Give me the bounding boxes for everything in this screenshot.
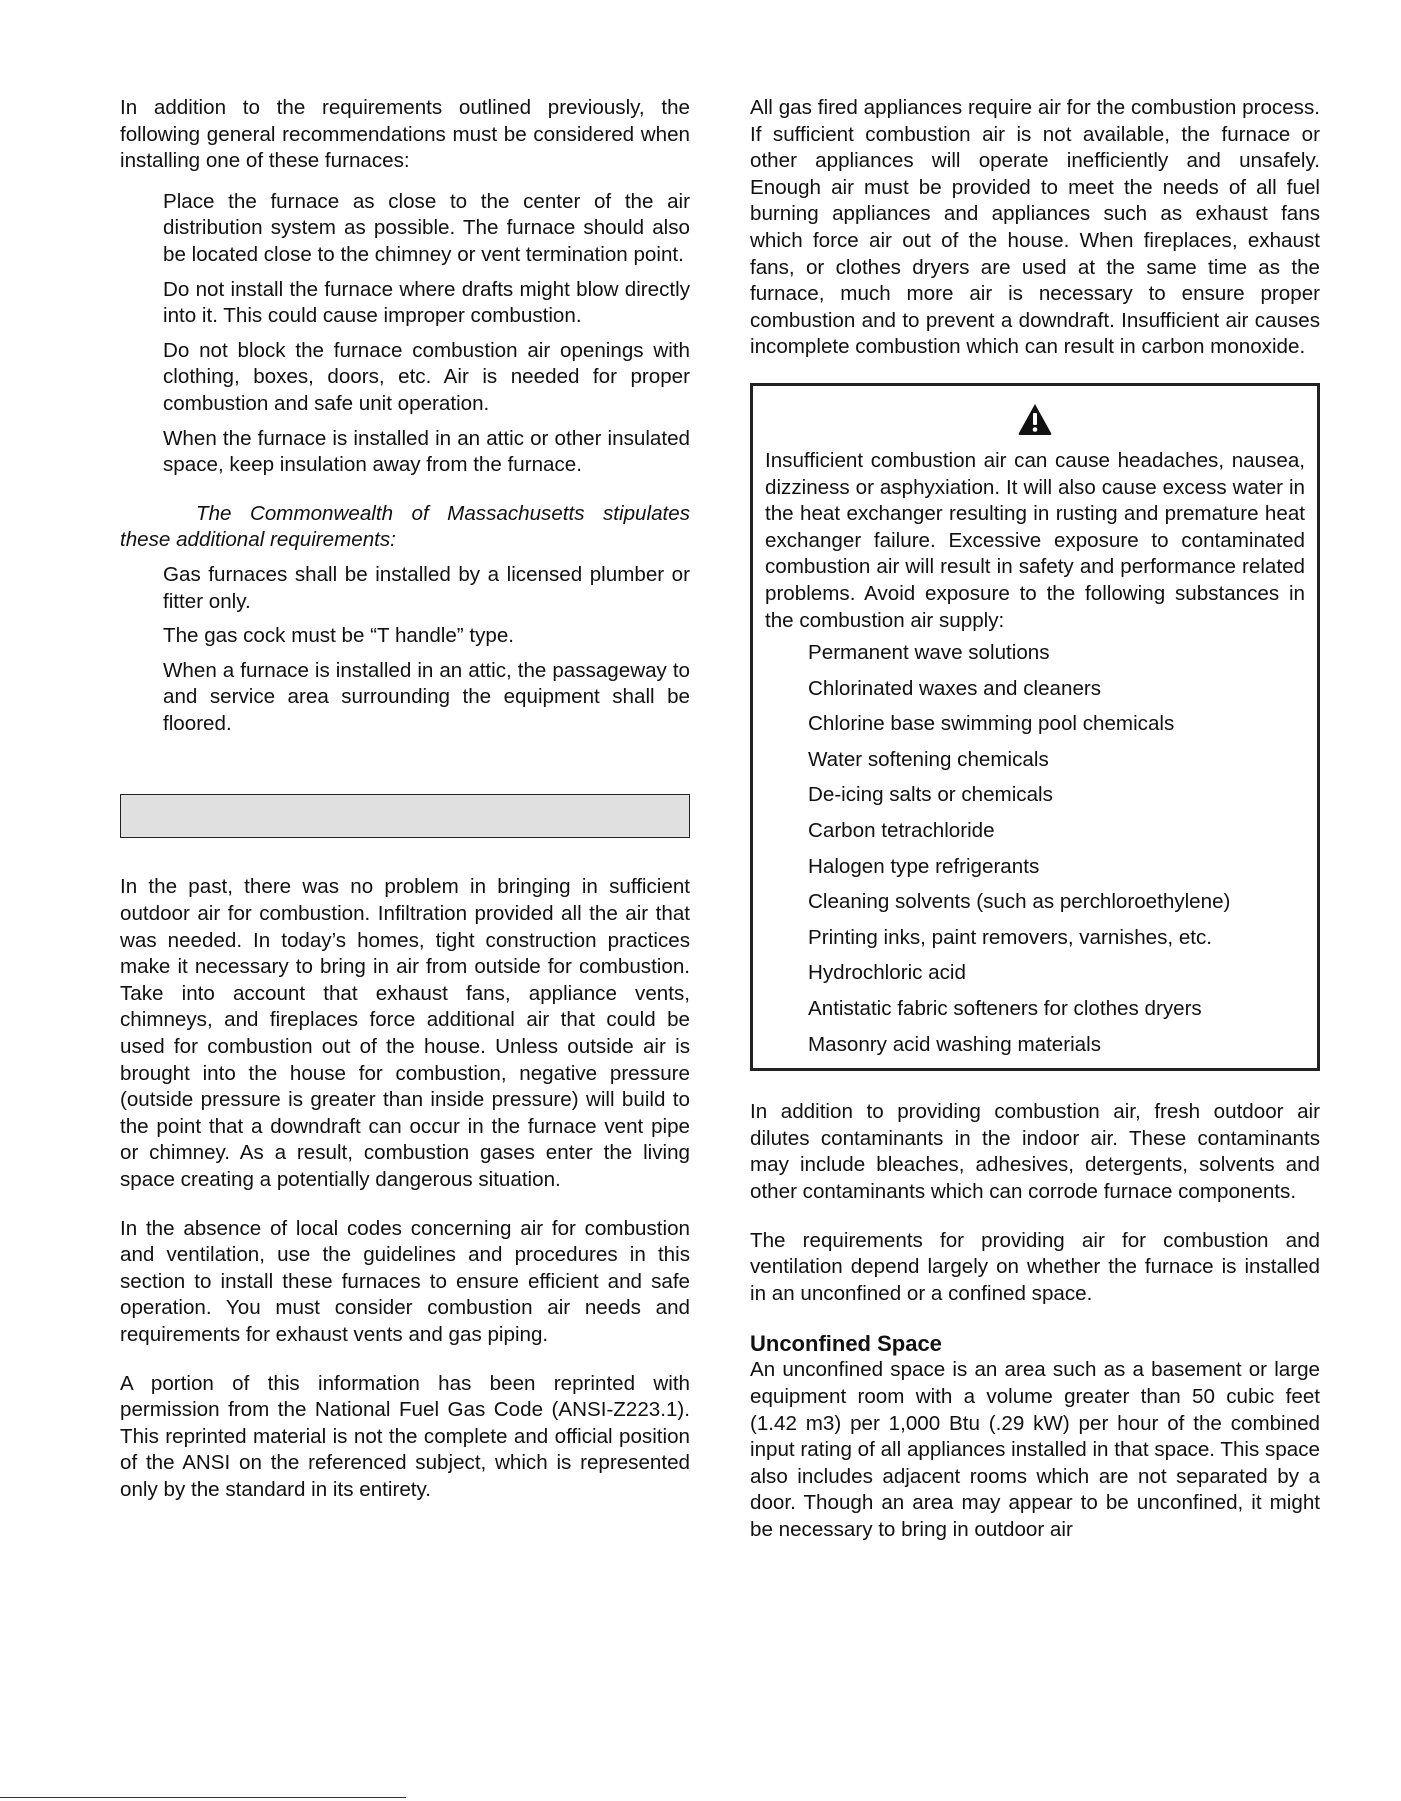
right-column: [750, 95, 1320, 1544]
gas-appliances-paragraph: All gas fired appliances require air for the combustion process. If sufficient combustion air is not available, the furnace or other appliances will operate inefficiently and unsafely. Enough air must be provided to meet the needs of all fuel burning appliances and appliances such as exhaust fans which force air out of the house. When fireplaces, exhaust fans, or clothes dryers are used at the same time as the furnace, much more air is necessary to ensure proper combustion and to prevent a downdraft. Insufficient air causes incomplete combustion which can result in carbon monoxide.: [750, 96, 1320, 359]
fresh-air-paragraph: In addition to providing combustion air, fresh outdoor air dilutes contaminants in the indoor air. These contaminants may include bleaches, adhesives, detergents, solvents and other contaminants which can corrode furnace components.: [750, 1100, 1320, 1203]
massachusetts-requirement-item: Gas furnaces shall be installed by a licensed plumber or fitter only.: [163, 562, 690, 613]
substance-item: Printing inks, paint removers, varnishes, etc.: [808, 925, 1213, 949]
footer-rule: [0, 1797, 406, 1798]
substance-item: Cleaning solvents (such as perchloroethylene): [808, 890, 1231, 914]
section-header-box: [120, 794, 690, 838]
massachusetts-requirement-list: [163, 562, 690, 738]
recommendation-list: [163, 189, 690, 479]
unconfined-space-paragraph: An unconfined space is an area such as a basement or large equipment room with a volume greater than 50 cubic feet (1.42 m3) per 1,000 Btu (.29 kW) per hour of the combined input rating of all appliances installed in that space. This space also includes adjacent rooms which are not separated by a door. Though an area may appear to be unconfined, it might be necessary to bring in outdoor air: [750, 1358, 1320, 1541]
warning-text: Insufficient combustion air can cause headaches, nausea, dizziness or asphyxiation. It will also cause excess water in the heat exchanger resulting in rusting and premature heat exchanger failure. Excessive exposure to contaminated combustion air will result in safety and performance related problems. Avoid exposure to the following substances in the combustion air supply:: [765, 448, 1305, 632]
substance-item: Carbon tetrachloride: [808, 819, 995, 843]
unconfined-space-heading: Unconfined Space: [750, 1331, 942, 1357]
intro-paragraph: In addition to the requirements outlined previously, the following general recommendations must be considered when installing one of these furnaces:: [120, 96, 690, 173]
recommendation-item: Do not install the furnace where drafts might blow directly into it. This could cause improper combustion.: [163, 277, 690, 328]
absence-of-codes-paragraph: In the absence of local codes concerning air for combustion and ventilation, use the guidelines and procedures in this section to install these furnaces to ensure efficient and safe operation. You must consider combustion air needs and requirements for exhaust vents and gas piping.: [120, 1216, 690, 1346]
recommendation-item: Place the furnace as close to the center of the air distribution system as possible. The furnace should also be located close to the chimney or vent termination point.: [163, 189, 690, 266]
substance-item: Antistatic fabric softeners for clothes dryers: [808, 997, 1202, 1021]
warning-box: [750, 383, 1320, 1071]
substance-item: Chlorinated waxes and cleaners: [808, 676, 1102, 700]
substance-item: Chlorine base swimming pool chemicals: [808, 712, 1175, 736]
substance-item: Masonry acid washing materials: [808, 1032, 1102, 1056]
space-requirements-paragraph: The requirements for providing air for combustion and ventilation depend largely on whether the furnace is installed in an unconfined or a confined space.: [750, 1228, 1320, 1305]
warning-triangle-icon: [1017, 402, 1053, 436]
recommendation-item: When the furnace is installed in an attic or other insulated space, keep insulation away from the furnace.: [163, 426, 690, 477]
recommendation-item: Do not block the furnace combustion air openings with clothing, boxes, doors, etc. Air is needed for proper combustion and safe unit operation.: [163, 338, 690, 415]
substance-item: Halogen type refrigerants: [808, 854, 1040, 878]
massachusetts-note: The Commonwealth of Massachusetts stipulates these additional requirements:: [120, 501, 690, 552]
substance-list: [765, 640, 1305, 1058]
substance-item: Permanent wave solutions: [808, 641, 1050, 665]
substance-item: Water softening chemicals: [808, 747, 1049, 771]
substance-item: Hydrochloric acid: [808, 961, 966, 985]
past-air-paragraph: In the past, there was no problem in bringing in sufficient outdoor air for combustion. Infiltration provided all the air that was needed. In today’s homes, tight construction practices make it necessary to bring in air from outside for combustion. Take into account that exhaust fans, appliance vents, chimneys, and fireplaces force additional air that could be used for combustion out of the house. Unless outside air is brought into the house for combustion, negative pressure (outside pressure is greater than inside pressure) will build to the point that a downdraft can occur in the furnace vent pipe or chimney. As a result, combustion gases enter the living space creating a potentially dangerous situation.: [120, 875, 690, 1191]
massachusetts-requirement-item: The gas cock must be “T handle” type.: [163, 624, 515, 648]
reprint-notice-paragraph: A portion of this information has been reprinted with permission from the National Fuel Gas Code (ANSI-Z223.1). This reprinted material is not the complete and official position of the ANSI on the referenced subject, which is represented only by the standard in its entirety.: [120, 1371, 690, 1501]
massachusetts-requirement-item: When a furnace is installed in an attic, the passageway to and service area surrounding the equipment shall be floored.: [163, 658, 690, 735]
left-column: [120, 95, 690, 1504]
substance-item: De-icing salts or chemicals: [808, 783, 1053, 807]
